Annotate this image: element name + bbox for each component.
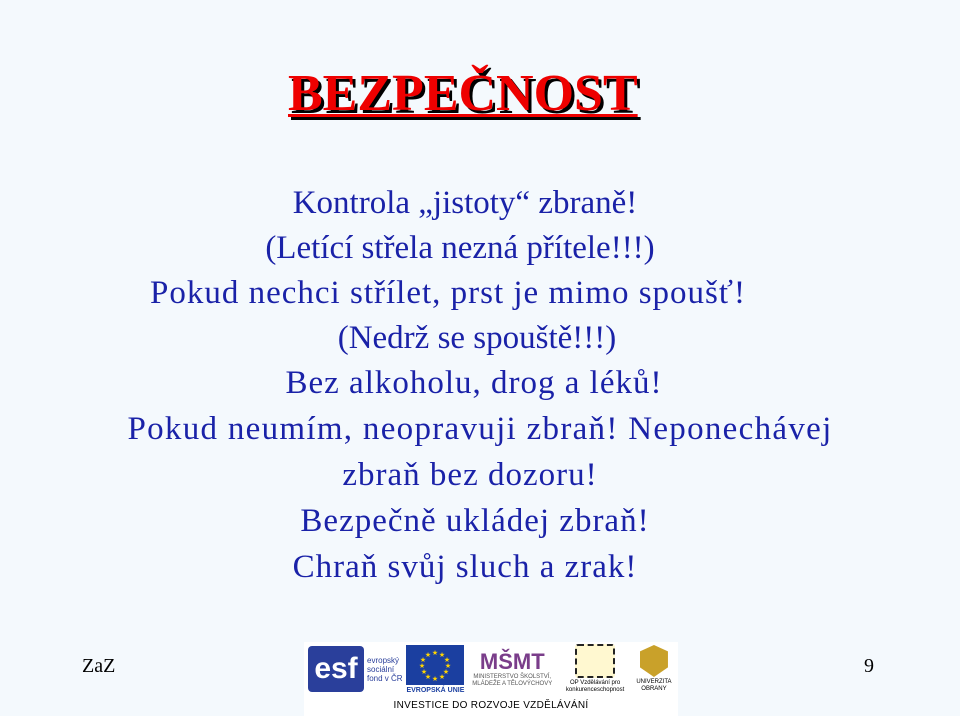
funding-strip: INVESTICE DO ROZVOJE VZDĚLÁVÁNÍ [304,696,678,716]
content-line: Pokud neumím, neopravuji zbraň! Neponechávej [127,411,833,447]
msmt-logo [468,650,556,688]
svg-text:★: ★ [425,672,432,681]
msmt-text: MINISTERSTVO ŠKOLSTVÍ, MLÁDEŽE A TĚLOVÝCHOVY [472,674,553,687]
esf-logo [308,646,403,692]
slide-content [0,180,960,590]
content-line: Chraň svůj sluch a zrak! [292,549,638,585]
university-logo [634,645,674,693]
crest-icon [640,645,668,677]
svg-text:★: ★ [444,655,451,664]
op-text: OP Vzdělávání pro konkurenceschopnost [565,680,625,693]
eu-logo [406,645,464,694]
content-line: Bez alkoholu, drog a léků! [285,365,663,401]
esf-mark: esf [308,646,364,692]
eu-flag-icon [406,645,464,685]
esf-text-line: fond v ČR [367,673,403,683]
msmt-mark: MŠMT [479,649,545,674]
university-text: UNIVERZITA OBRANY [636,679,672,692]
content-line: zbraň bez dozoru! [342,457,598,493]
svg-text:★: ★ [419,661,426,670]
svg-text:★: ★ [432,674,439,683]
esf-text-line: sociální [367,664,395,674]
svg-text:★: ★ [443,667,450,676]
page-number: 9 [864,655,874,677]
svg-text:★: ★ [420,655,427,664]
svg-text:★: ★ [432,648,439,657]
svg-text:★: ★ [425,650,432,659]
op-mark-icon [575,644,615,678]
svg-text:★: ★ [439,672,446,681]
content-line: Pokud nechci střílet, prst je mimo spoušť! [150,275,746,311]
eu-caption: EVROPSKÁ UNIE [406,686,465,694]
svg-text:★: ★ [445,661,452,670]
funding-logo-bar [304,642,678,696]
slide-title: BEZPEČNOST [288,65,638,122]
content-line: (Nedrž se spouště!!!) [337,320,617,356]
svg-text:★: ★ [421,667,428,676]
footer-author: ZaZ [82,655,116,677]
content-line: Kontrola „jistoty“ zbraně! [292,185,638,221]
svg-text:★: ★ [439,650,446,659]
content-line: Bezpečně ukládej zbraň! [300,503,650,539]
content-line: (Letící střela nezná přítele!!!) [265,230,655,266]
esf-text [367,656,403,683]
esf-text-line: evropský [367,655,400,665]
op-logo [560,644,630,694]
